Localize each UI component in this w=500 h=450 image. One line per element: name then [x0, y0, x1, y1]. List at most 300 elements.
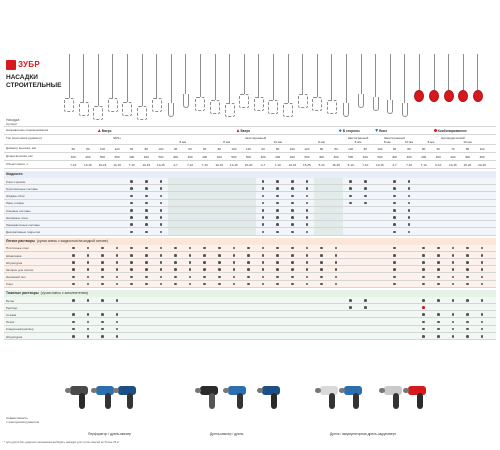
direction-label: Комбинированное [437, 128, 467, 133]
compat-dot [218, 261, 221, 264]
compat-dot [306, 254, 309, 257]
compat-dot [437, 299, 440, 302]
value-cell: 100 [377, 147, 383, 151]
compat-dot [437, 247, 440, 250]
compat-dot [320, 268, 323, 271]
shank-size: 8 мм [354, 140, 362, 144]
value-cell: 5-10 [435, 163, 442, 167]
attachment-drawing [93, 54, 103, 120]
drill-chuck [195, 388, 201, 393]
compat-dot [262, 268, 265, 271]
compat-dot [262, 202, 265, 205]
section-row [4, 266, 496, 273]
compat-dot [189, 276, 192, 279]
value-cell: 5-10 [347, 163, 354, 167]
compat-dot [291, 202, 294, 205]
compat-dot [130, 231, 133, 234]
compat-dot [116, 283, 119, 286]
section-row [4, 297, 496, 304]
section-title: Легкие растворы [6, 238, 35, 243]
drill-grip [353, 393, 359, 409]
compat-dot [145, 216, 148, 219]
compat-dot [481, 268, 484, 271]
attachment-drawing [312, 54, 322, 120]
compat-dot [466, 283, 469, 286]
compat-dot [160, 261, 163, 264]
value-cell: 400 [362, 155, 368, 159]
section-note: (сухая смесь с жидкостью/на жидкой основе) [36, 238, 108, 243]
compat-dot [130, 209, 133, 212]
row-label: Кладочный раствор [6, 327, 34, 332]
compat-dot [130, 283, 133, 286]
compat-dot [437, 321, 440, 324]
compat-dot [233, 254, 236, 257]
attachment-drawing [356, 54, 366, 120]
attachment-drawing [371, 54, 381, 120]
value-cell: 400 [479, 155, 485, 159]
drill-grip [417, 393, 423, 409]
compat-dot [116, 299, 119, 302]
compat-dot [437, 254, 440, 257]
compat-dot [145, 195, 148, 198]
compat-dot [408, 180, 411, 183]
compat-dot [101, 299, 104, 302]
row-label: Клеи [6, 282, 13, 287]
drill-icon [228, 384, 250, 412]
compat-dot [276, 209, 279, 212]
row-label: Штукатурка [6, 334, 23, 339]
compat-dot [422, 335, 425, 338]
compat-dot [364, 187, 367, 190]
compat-dot [393, 180, 396, 183]
compat-dot [160, 283, 163, 286]
compat-dot [393, 202, 396, 205]
compat-dot [247, 261, 250, 264]
attachment-shaft [273, 54, 274, 100]
attachment-drawing [195, 54, 205, 120]
compat-dot [452, 283, 455, 286]
compat-dot [130, 187, 133, 190]
compat-dot [481, 247, 484, 250]
row-label: Направление перемешивания [6, 128, 49, 132]
compat-dot [320, 276, 323, 279]
compat-dot [452, 276, 455, 279]
compat-dot [203, 276, 206, 279]
section-row [4, 259, 496, 266]
compat-dot [72, 321, 75, 324]
compat-dot [174, 247, 177, 250]
compat-dot [233, 283, 236, 286]
compat-label [6, 416, 39, 424]
attachment-blade-icon [343, 103, 349, 117]
drill-chuck [403, 388, 409, 393]
compat-dot [291, 283, 294, 286]
compat-dot [101, 268, 104, 271]
spiral-whisk-icon [64, 98, 74, 112]
compat-dot [408, 216, 411, 219]
attachment-shaft [200, 54, 201, 97]
attachment-shaft [244, 54, 245, 94]
compat-dot [422, 247, 425, 250]
row-label: Тип хвостовика (диаметр) [6, 136, 42, 140]
attachment-shaft [215, 54, 216, 100]
compat-dot [262, 231, 265, 234]
section-row [4, 178, 496, 185]
value-cell: 400 [85, 155, 91, 159]
value-cell: 500 [158, 155, 164, 159]
combo-whisk-icon [473, 90, 483, 102]
value-cell: 10-15 [98, 163, 107, 167]
value-cell: 10-15 [449, 163, 457, 167]
section-row [4, 326, 496, 333]
drill-grip [79, 393, 85, 409]
compat-dot [160, 180, 163, 183]
attachment-shaft [448, 54, 449, 90]
attachment-drawing [298, 54, 308, 120]
direction-group [98, 129, 112, 133]
compat-dot [393, 209, 396, 212]
cordless-drill-icon [408, 384, 430, 412]
attachment-shaft [142, 54, 143, 106]
attachment-drawing [152, 54, 162, 120]
compat-dot [160, 276, 163, 279]
compat-dot [276, 247, 279, 250]
table-subtitle: Насадка [6, 118, 20, 122]
compat-dot [87, 313, 90, 316]
row-label: Наливные полы [6, 215, 29, 220]
compat-dot [364, 180, 367, 183]
brand-mark-icon [6, 60, 16, 70]
value-cell: 10-15 [230, 163, 238, 167]
value-cell: 4-7 [392, 163, 397, 167]
shank-type: Шестигранный [384, 135, 405, 140]
attachment-shaft [171, 54, 172, 103]
attachment-drawing [414, 54, 424, 120]
compat-dot [116, 261, 119, 264]
value-cell: 80 [144, 147, 148, 151]
compat-dot [262, 283, 265, 286]
value-cell: 10-15 [215, 163, 224, 167]
value-cell: 400 [260, 155, 266, 159]
value-cell: 80 [334, 147, 338, 151]
shank-size: 10 мм [273, 140, 282, 144]
row-label: Раствор [6, 305, 18, 310]
compat-dot [72, 283, 75, 286]
value-cell: 15-25 [303, 163, 311, 167]
attachment-drawing [327, 54, 337, 120]
compat-dot [481, 335, 484, 338]
value-cell: 400 [143, 155, 149, 159]
compat-dot [276, 202, 279, 205]
compat-dot [101, 247, 104, 250]
compat-dot [306, 231, 309, 234]
spiral-whisk-icon [268, 100, 278, 114]
compat-dot [101, 335, 104, 338]
attachment-drawing [181, 54, 191, 120]
drill-grip [105, 393, 111, 409]
compat-dot [452, 261, 455, 264]
section-row [4, 252, 496, 259]
spiral-whisk-icon [283, 103, 293, 117]
value-cell: 400 [391, 155, 397, 159]
attachment-drawing [444, 54, 454, 120]
value-cell: 60 [436, 147, 440, 151]
section-row [4, 273, 496, 280]
value-cell: 100 [99, 147, 105, 151]
attachment-drawing [385, 54, 395, 120]
compat-dot [335, 268, 338, 271]
compat-dot [262, 247, 265, 250]
value-cell: 7-10 [420, 163, 427, 167]
compat-dot [466, 276, 469, 279]
compat-dot [291, 276, 294, 279]
section-row [4, 311, 496, 318]
compat-dot [247, 283, 250, 286]
spiral-whisk-icon [298, 94, 308, 108]
compat-dot [393, 247, 396, 250]
compat-dot [320, 254, 323, 257]
compat-dot [72, 313, 75, 316]
value-cell: 120 [348, 147, 354, 151]
value-cell: 80 [86, 147, 90, 151]
direction-label: Вверх [240, 128, 251, 133]
compat-dot [174, 268, 177, 271]
compat-dot [276, 223, 279, 226]
compat-dot [130, 254, 133, 257]
compat-dot [422, 283, 425, 286]
drill-grip [329, 393, 335, 409]
spiral-whisk-icon [312, 97, 322, 111]
compat-dot [203, 254, 206, 257]
compat-dot [291, 195, 294, 198]
row-label: Клеи и краски [6, 179, 26, 184]
compat-dot [87, 268, 90, 271]
compat-dot [408, 231, 411, 234]
compat-dot [160, 195, 163, 198]
combo-icon [434, 129, 437, 132]
compat-dot [160, 202, 163, 205]
attachment-shaft [229, 54, 230, 103]
compat-dot [306, 195, 309, 198]
attachment-drawing [79, 54, 89, 120]
page-title [6, 74, 61, 89]
compat-dot [233, 276, 236, 279]
drill-chuck [315, 388, 321, 393]
attachment-drawing [283, 54, 293, 120]
row-diameter [4, 145, 496, 153]
compat-dot [422, 299, 425, 302]
compat-dot [349, 202, 352, 205]
row-label: Клеевые составы [6, 208, 31, 213]
compat-dot [422, 306, 425, 309]
compat-dot [247, 247, 250, 250]
compat-dot [174, 254, 177, 257]
compat-dot [335, 276, 338, 279]
compat-dot [306, 261, 309, 264]
compat-dot [422, 254, 425, 257]
compat-line2: с электроинструментом [6, 420, 40, 424]
attachment-drawing [108, 54, 118, 120]
compat-dot [72, 261, 75, 264]
compat-dot [466, 261, 469, 264]
value-cell: 10-15 [376, 163, 384, 167]
attachment-drawing [137, 54, 147, 120]
compat-dot [306, 283, 309, 286]
compat-dot [306, 276, 309, 279]
compat-dot [116, 321, 119, 324]
compat-dot [101, 321, 104, 324]
compat-dot [306, 202, 309, 205]
section-row [4, 245, 496, 252]
attachment-blade-icon [168, 103, 174, 117]
row-shank [4, 135, 496, 145]
drill-mixer-icon [118, 384, 140, 412]
compat-dot [306, 216, 309, 219]
value-cell: 70 [451, 147, 455, 151]
compat-line1: Совместимость [6, 416, 28, 420]
attachment-shaft [112, 54, 113, 98]
value-cell: 20-25 [478, 163, 486, 167]
value-cell: 7-10 [128, 163, 135, 167]
title-line1: НАСАДКИ [6, 74, 38, 81]
compat-dot [291, 209, 294, 212]
compat-dot [233, 261, 236, 264]
row-label: Лаки, олифы [6, 201, 24, 206]
compat-dot [145, 202, 148, 205]
arrow-up-icon [237, 129, 240, 132]
compat-dot [72, 247, 75, 250]
compat-dot [116, 335, 119, 338]
attachment-drawing [64, 54, 74, 120]
value-cell: 400 [333, 155, 339, 159]
compat-dot [130, 247, 133, 250]
spiral-whisk-icon [93, 106, 103, 120]
compat-dot [174, 276, 177, 279]
value-cell: 80 [363, 147, 367, 151]
value-cell: 7-10 [201, 163, 208, 167]
compat-dot [160, 216, 163, 219]
compat-dot [262, 187, 265, 190]
compat-dot [466, 247, 469, 250]
compat-dot [160, 247, 163, 250]
compat-dot [466, 321, 469, 324]
direction-label: Вниз [379, 128, 387, 133]
compat-dot [291, 187, 294, 190]
section-row [4, 228, 496, 235]
compat-dot [145, 268, 148, 271]
compat-dot [276, 187, 279, 190]
compat-dot [189, 268, 192, 271]
spiral-whisk-icon [122, 102, 132, 116]
compat-dot [481, 261, 484, 264]
compat-dot [306, 223, 309, 226]
compat-dot [466, 328, 469, 331]
compat-dot [291, 216, 294, 219]
spiral-whisk-icon [254, 97, 264, 111]
compat-dot [452, 299, 455, 302]
compat-dot [393, 261, 396, 264]
compat-dot [466, 313, 469, 316]
compat-dot [247, 268, 250, 271]
value-cell: 7-10 [274, 163, 281, 167]
arrow-both-icon [339, 129, 342, 132]
compat-dot [364, 202, 367, 205]
compat-dot [422, 268, 425, 271]
compat-dot [276, 216, 279, 219]
attachment-drawing [473, 54, 483, 120]
shank-size: 10 мм [463, 140, 472, 144]
compat-dot [87, 283, 90, 286]
drill-chuck [223, 388, 229, 393]
spiral-whisk-icon [79, 102, 89, 116]
attachment-shaft [156, 54, 157, 98]
title-line2: СТРОИТЕЛЬНЫЕ [6, 81, 62, 89]
compat-dot [145, 223, 148, 226]
compat-dot [481, 299, 484, 302]
attachment-drawing [225, 54, 235, 120]
value-cell: 5-10 [318, 163, 325, 167]
compat-dot [306, 247, 309, 250]
attachment-drawing [239, 54, 249, 120]
compat-dot [247, 276, 250, 279]
section-row [4, 192, 496, 199]
compat-dot [481, 328, 484, 331]
compat-dot [422, 313, 425, 316]
value-cell: 4-7 [173, 163, 178, 167]
compat-dot [218, 254, 221, 257]
compat-dot [349, 299, 352, 302]
compat-dot [130, 268, 133, 271]
brand-logo [6, 60, 48, 70]
compat-dot [189, 254, 192, 257]
compat-dot [452, 254, 455, 257]
compat-dot [145, 247, 148, 250]
value-cell: 80 [407, 147, 411, 151]
attachment-drawing [254, 54, 264, 120]
attachment-shaft [302, 54, 303, 94]
value-cell: 400 [70, 155, 76, 159]
compat-dot [276, 261, 279, 264]
row-label: Лакокрасочные составы [6, 222, 40, 227]
compat-dot [349, 306, 352, 309]
compat-dot [364, 306, 367, 309]
shank-size: 8 мм [427, 140, 435, 144]
compat-dot [145, 261, 148, 264]
compat-dot [452, 247, 455, 250]
compat-dot [218, 247, 221, 250]
compat-dot [422, 321, 425, 324]
compat-dot [320, 283, 323, 286]
compat-dot [291, 231, 294, 234]
section-light-header [4, 238, 496, 245]
compat-dot [218, 283, 221, 286]
compat-dot [393, 231, 396, 234]
compat-dot [101, 283, 104, 286]
attachment-shaft [346, 54, 347, 103]
compat-dot [437, 335, 440, 338]
direction-group [339, 129, 360, 133]
row-label: Затирки для плитки [6, 267, 34, 272]
attachment-shaft [331, 54, 332, 100]
compat-dot [276, 254, 279, 257]
arrow-up-icon [98, 129, 101, 132]
compat-dot [291, 247, 294, 250]
section-row [4, 281, 496, 288]
compat-dot [306, 180, 309, 183]
compat-dot [408, 223, 411, 226]
drill-chuck [113, 388, 119, 393]
attachment-blade-icon [183, 94, 189, 108]
